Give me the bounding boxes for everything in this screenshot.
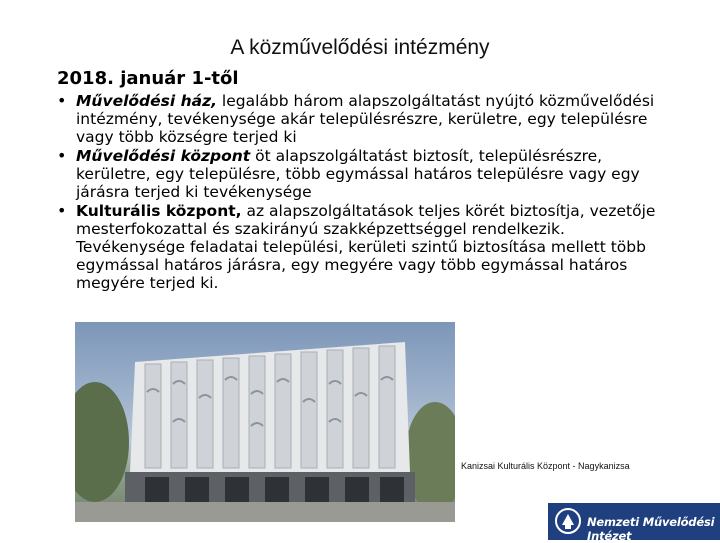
bullet-term: Művelődési központ bbox=[76, 147, 251, 165]
photo-caption: Kanizsai Kulturális Központ - Nagykanizsa bbox=[461, 461, 630, 471]
bullet-text: öt alapszolgáltatást biztosít, településrészre, kerületre, egy településre, több egymással határos településre vagy egy járásra terjed ki tevékenysége bbox=[76, 147, 640, 201]
slide-title: A közművelődési intézmény bbox=[230, 36, 490, 59]
bullet-muvelodesi-kozpont bbox=[57, 147, 657, 201]
bullet-term: Művelődési ház, bbox=[76, 92, 217, 110]
definition-list bbox=[57, 92, 657, 293]
logo-text: Nemzeti Művelődési Intézet bbox=[587, 515, 715, 543]
building-photo bbox=[75, 322, 455, 522]
bullet-muvelodesi-haz bbox=[57, 92, 657, 146]
bullet-text: az alapszolgáltatások teljes körét biztosítja, vezetője mesterfokozattal és szakirányú szakképzettséggel rendelkezik. Tevékenysége feladatai települési, kerületi szintű biztosítása mellett több egymással határos járásra, egy megyére vagy több egymással határos megyére terjed ki. bbox=[76, 202, 656, 292]
bullet-text: legalább három alapszolgáltatást nyújtó közművelődési intézmény, tevékenysége akár településrészre, kerületre, egy településre vagy több községre terjed ki bbox=[76, 92, 655, 146]
bullet-kulturalis-kozpont bbox=[57, 202, 657, 292]
nmi-emblem-icon bbox=[554, 507, 582, 535]
building-illustration bbox=[75, 322, 455, 522]
date-heading: 2018. január 1-től bbox=[57, 68, 239, 89]
bullet-term: Kulturális központ, bbox=[76, 202, 242, 220]
